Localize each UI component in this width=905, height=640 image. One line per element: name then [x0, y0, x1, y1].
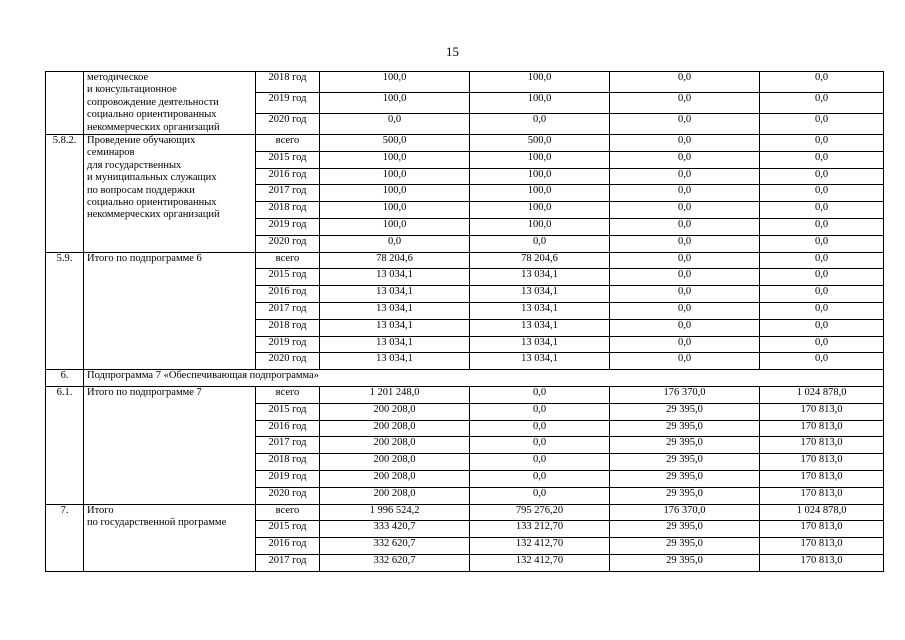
value-cell: 100,0: [320, 93, 470, 114]
value-cell: 0,0: [610, 252, 760, 269]
value-cell: 0,0: [760, 168, 884, 185]
value-cell: 0,0: [760, 303, 884, 320]
value-cell: 1 996 524,2: [320, 504, 470, 521]
value-cell: 170 813,0: [760, 454, 884, 471]
section-title: Подпрограмма 7 «Обеспечивающая подпрограмма»: [84, 370, 884, 387]
value-cell: 332 620,7: [320, 538, 470, 555]
value-cell: 200 208,0: [320, 420, 470, 437]
value-cell: 78 204,6: [320, 252, 470, 269]
value-cell: 795 276,20: [470, 504, 610, 521]
value-cell: 333 420,7: [320, 521, 470, 538]
value-cell: 29 395,0: [610, 420, 760, 437]
row-number: 5.8.2.: [46, 135, 84, 253]
year-cell: всего: [256, 135, 320, 152]
value-cell: 170 813,0: [760, 437, 884, 454]
value-cell: 170 813,0: [760, 487, 884, 504]
value-cell: 132 412,70: [470, 554, 610, 571]
value-cell: 0,0: [470, 403, 610, 420]
value-cell: 0,0: [760, 114, 884, 135]
row-name: Итого по государственной программе: [84, 504, 256, 571]
year-cell: 2015 год: [256, 151, 320, 168]
value-cell: 0,0: [610, 235, 760, 252]
value-cell: 0,0: [610, 303, 760, 320]
value-cell: 0,0: [610, 185, 760, 202]
value-cell: 0,0: [610, 319, 760, 336]
value-cell: 500,0: [470, 135, 610, 152]
row-number: [46, 72, 84, 135]
value-cell: 0,0: [760, 269, 884, 286]
year-cell: 2020 год: [256, 487, 320, 504]
value-cell: 176 370,0: [610, 386, 760, 403]
year-cell: 2018 год: [256, 454, 320, 471]
value-cell: 0,0: [760, 252, 884, 269]
year-cell: 2017 год: [256, 303, 320, 320]
row-number: 7.: [46, 504, 84, 571]
value-cell: 332 620,7: [320, 554, 470, 571]
value-cell: 13 034,1: [320, 286, 470, 303]
value-cell: 1 024 878,0: [760, 504, 884, 521]
value-cell: 1 201 248,0: [320, 386, 470, 403]
year-cell: 2017 год: [256, 554, 320, 571]
value-cell: 100,0: [470, 202, 610, 219]
table-row: [46, 504, 884, 521]
value-cell: 100,0: [470, 185, 610, 202]
value-cell: 29 395,0: [610, 521, 760, 538]
year-cell: всего: [256, 504, 320, 521]
value-cell: 0,0: [610, 202, 760, 219]
year-cell: 2017 год: [256, 437, 320, 454]
year-cell: всего: [256, 386, 320, 403]
value-cell: 13 034,1: [320, 336, 470, 353]
year-cell: 2019 год: [256, 219, 320, 236]
value-cell: 200 208,0: [320, 470, 470, 487]
value-cell: 0,0: [470, 386, 610, 403]
value-cell: 0,0: [610, 72, 760, 93]
value-cell: 170 813,0: [760, 403, 884, 420]
value-cell: 0,0: [610, 135, 760, 152]
value-cell: 0,0: [760, 235, 884, 252]
year-cell: 2015 год: [256, 403, 320, 420]
table-row: [46, 252, 884, 269]
value-cell: 200 208,0: [320, 403, 470, 420]
year-cell: 2016 год: [256, 286, 320, 303]
value-cell: 13 034,1: [470, 303, 610, 320]
row-name: Итого по подпрограмме 6: [84, 252, 256, 370]
value-cell: 0,0: [470, 235, 610, 252]
value-cell: 133 212,70: [470, 521, 610, 538]
value-cell: 0,0: [470, 454, 610, 471]
value-cell: 0,0: [760, 202, 884, 219]
year-cell: 2018 год: [256, 72, 320, 93]
value-cell: 100,0: [320, 151, 470, 168]
table-row: [46, 386, 884, 403]
value-cell: 13 034,1: [470, 319, 610, 336]
row-number: 6.: [46, 370, 84, 387]
page-number: 15: [446, 44, 459, 59]
value-cell: 0,0: [470, 114, 610, 135]
year-cell: всего: [256, 252, 320, 269]
value-cell: 100,0: [470, 219, 610, 236]
value-cell: 0,0: [760, 135, 884, 152]
value-cell: 13 034,1: [320, 269, 470, 286]
value-cell: 13 034,1: [470, 336, 610, 353]
table-row: [46, 135, 884, 152]
year-cell: 2019 год: [256, 336, 320, 353]
value-cell: 0,0: [760, 219, 884, 236]
value-cell: 170 813,0: [760, 470, 884, 487]
value-cell: 100,0: [320, 219, 470, 236]
year-cell: 2015 год: [256, 521, 320, 538]
value-cell: 0,0: [610, 168, 760, 185]
row-name: Итого по подпрограмме 7: [84, 386, 256, 504]
year-cell: 2020 год: [256, 353, 320, 370]
value-cell: 0,0: [470, 487, 610, 504]
row-number: 6.1.: [46, 386, 84, 504]
value-cell: 0,0: [320, 114, 470, 135]
value-cell: 13 034,1: [470, 353, 610, 370]
year-cell: 2017 год: [256, 185, 320, 202]
value-cell: 200 208,0: [320, 487, 470, 504]
value-cell: 13 034,1: [320, 319, 470, 336]
value-cell: 0,0: [760, 319, 884, 336]
value-cell: 0,0: [610, 269, 760, 286]
section-row: [46, 370, 884, 387]
value-cell: 170 813,0: [760, 554, 884, 571]
value-cell: 100,0: [320, 72, 470, 93]
value-cell: 0,0: [320, 235, 470, 252]
table-row: [46, 72, 884, 93]
value-cell: 100,0: [470, 151, 610, 168]
year-cell: 2019 год: [256, 470, 320, 487]
value-cell: 13 034,1: [320, 303, 470, 320]
value-cell: 0,0: [610, 219, 760, 236]
year-cell: 2016 год: [256, 538, 320, 555]
value-cell: 100,0: [320, 202, 470, 219]
value-cell: 0,0: [760, 72, 884, 93]
value-cell: 29 395,0: [610, 538, 760, 555]
year-cell: 2020 год: [256, 235, 320, 252]
year-cell: 2016 год: [256, 420, 320, 437]
value-cell: 200 208,0: [320, 437, 470, 454]
year-cell: 2018 год: [256, 319, 320, 336]
value-cell: 170 813,0: [760, 420, 884, 437]
value-cell: 100,0: [470, 93, 610, 114]
value-cell: 0,0: [760, 336, 884, 353]
value-cell: 0,0: [610, 114, 760, 135]
year-cell: 2016 год: [256, 168, 320, 185]
value-cell: 0,0: [760, 93, 884, 114]
value-cell: 0,0: [470, 420, 610, 437]
value-cell: 13 034,1: [470, 269, 610, 286]
value-cell: 0,0: [470, 437, 610, 454]
row-name: Проведение обучающих семинаров для государственных и муниципальных служащих по вопросам поддержки социально ориентированных некоммерческих организаций: [84, 135, 256, 253]
value-cell: 0,0: [760, 286, 884, 303]
value-cell: 500,0: [320, 135, 470, 152]
value-cell: 29 395,0: [610, 454, 760, 471]
row-name: методическое и консультационное сопровождение деятельности социально ориентированных некоммерческих организаций: [84, 72, 256, 135]
value-cell: 0,0: [610, 93, 760, 114]
value-cell: 0,0: [610, 336, 760, 353]
value-cell: 200 208,0: [320, 454, 470, 471]
value-cell: 0,0: [760, 185, 884, 202]
value-cell: 0,0: [470, 470, 610, 487]
year-cell: 2018 год: [256, 202, 320, 219]
year-cell: 2015 год: [256, 269, 320, 286]
value-cell: 132 412,70: [470, 538, 610, 555]
value-cell: 29 395,0: [610, 470, 760, 487]
value-cell: 100,0: [470, 168, 610, 185]
value-cell: 29 395,0: [610, 403, 760, 420]
value-cell: 13 034,1: [320, 353, 470, 370]
value-cell: 29 395,0: [610, 487, 760, 504]
value-cell: 0,0: [610, 151, 760, 168]
value-cell: 100,0: [320, 185, 470, 202]
row-number: 5.9.: [46, 252, 84, 370]
value-cell: 100,0: [320, 168, 470, 185]
value-cell: 170 813,0: [760, 521, 884, 538]
value-cell: 78 204,6: [470, 252, 610, 269]
value-cell: 13 034,1: [470, 286, 610, 303]
value-cell: 29 395,0: [610, 437, 760, 454]
value-cell: 29 395,0: [610, 554, 760, 571]
budget-table: [45, 71, 884, 572]
value-cell: 0,0: [610, 286, 760, 303]
year-cell: 2019 год: [256, 93, 320, 114]
value-cell: 0,0: [760, 353, 884, 370]
value-cell: 176 370,0: [610, 504, 760, 521]
value-cell: 1 024 878,0: [760, 386, 884, 403]
value-cell: 0,0: [610, 353, 760, 370]
value-cell: 170 813,0: [760, 538, 884, 555]
value-cell: 100,0: [470, 72, 610, 93]
value-cell: 0,0: [760, 151, 884, 168]
year-cell: 2020 год: [256, 114, 320, 135]
